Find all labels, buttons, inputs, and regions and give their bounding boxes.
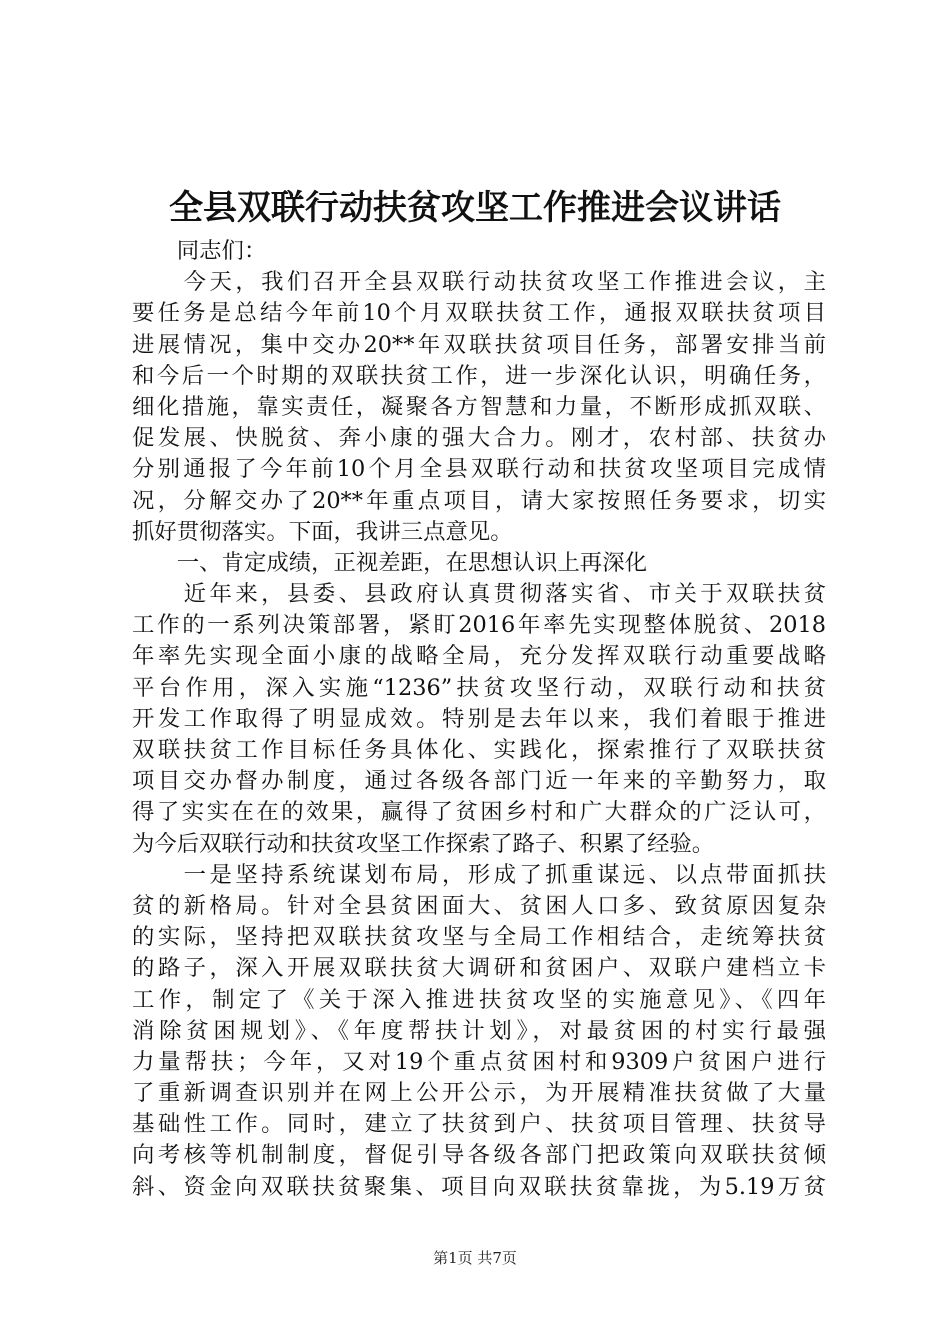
body-line: 近年来，县委、县政府认真贯彻落实省、市关于双联扶贫 — [132, 581, 826, 608]
body-line: 得了实实在在的效果，赢得了贫困乡村和广大群众的广泛认可， — [132, 799, 826, 826]
body-line: 斜、资金向双联扶贫聚集、项目向双联扶贫靠拢，为5.19万贫 — [132, 1173, 826, 1200]
body-line: 细化措施，靠实责任，凝聚各方智慧和力量，不断形成抓双联、 — [132, 393, 826, 420]
body-line: 一是坚持系统谋划布局，形成了抓重谋远、以点带面抓扶 — [132, 861, 826, 888]
body-line: 分别通报了今年前10个月全县双联行动和扶贫攻坚项目完成情 — [132, 456, 826, 483]
body-line: 抓好贯彻落实。下面，我讲三点意见。 — [132, 518, 513, 545]
body-line: 基础性工作。同时，建立了扶贫到户、扶贫项目管理、扶贫导 — [132, 1111, 826, 1138]
body-line: 的路子，深入开展双联扶贫大调研和贫困户、双联户建档立卡 — [132, 955, 826, 982]
body-line: 同志们： — [132, 238, 267, 264]
body-line: 了重新调查识别并在网上公开公示，为开展精准扶贫做了大量 — [132, 1080, 826, 1107]
body-line: 和今后一个时期的双联扶贫工作，进一步深化认识，明确任务， — [132, 362, 826, 389]
body-line: 要任务是总结今年前10个月双联扶贫工作，通报双联扶贫项目 — [132, 300, 826, 327]
section-heading: 一、肯定成绩，正视差距，在思想认识上再深化 — [132, 549, 647, 576]
body-line: 年率先实现全面小康的战略全局，充分发挥双联行动重要战略 — [132, 643, 826, 670]
body-line: 平台作用，深入实施“1236”扶贫攻坚行动，双联行动和扶贫 — [132, 674, 826, 701]
body-line: 向考核等机制制度，督促引导各级各部门把政策向双联扶贫倾 — [132, 1142, 826, 1169]
body-line: 促发展、快脱贫、奔小康的强大合力。刚才，农村部、扶贫办 — [132, 425, 826, 452]
document-body — [132, 236, 826, 1203]
page-footer: 第1页 共7页 — [433, 1249, 517, 1267]
body-line: 双联扶贫工作目标任务具体化、实践化，探索推行了双联扶贫 — [132, 737, 826, 763]
body-line: 进展情况，集中交办20**年双联扶贫项目任务，部署安排当前 — [132, 331, 826, 358]
body-line: 工作，制定了《关于深入推进扶贫攻坚的实施意见》、《四年 — [132, 986, 826, 1013]
body-line: 的实际，坚持把双联扶贫攻坚与全局工作相结合，走统筹扶贫 — [132, 924, 826, 951]
body-line: 消除贫困规划》、《年度帮扶计划》，对最贫困的村实行最强 — [132, 1017, 826, 1044]
body-line: 开发工作取得了明显成效。特别是去年以来，我们着眼于推进 — [132, 705, 826, 732]
body-line: 况，分解交办了20**年重点项目，请大家按照任务要求，切实 — [132, 487, 826, 514]
body-line: 力量帮扶；今年，又对19个重点贫困村和9309户贫困户进行 — [132, 1048, 826, 1075]
body-line: 贫的新格局。针对全县贫困面大、贫困人口多、致贫原因复杂 — [132, 892, 826, 919]
body-line: 为今后双联行动和扶贫攻坚工作探索了路子、积累了经验。 — [132, 830, 715, 857]
body-line: 项目交办督办制度，通过各级各部门近一年来的辛勤努力，取 — [132, 768, 826, 795]
body-line: 工作的一系列决策部署，紧盯2016年率先实现整体脱贫、2018 — [132, 612, 826, 639]
body-line: 今天，我们召开全县双联行动扶贫攻坚工作推进会议，主 — [132, 269, 826, 296]
document-title: 全县双联行动扶贫攻坚工作推进会议讲话 — [169, 188, 781, 228]
